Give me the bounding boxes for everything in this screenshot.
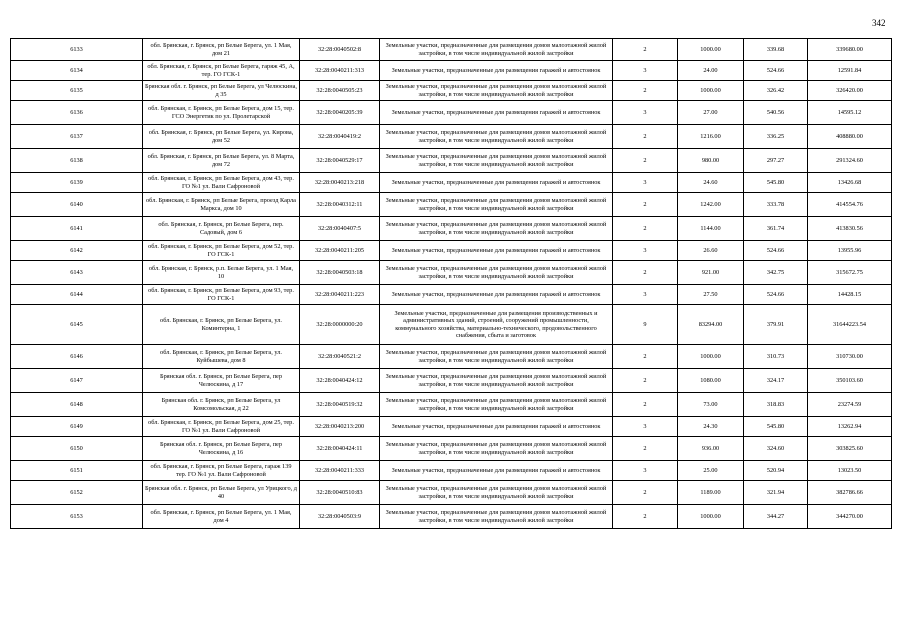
area-cell: 1144.00 — [678, 217, 744, 241]
table-row — [11, 481, 892, 505]
table-row — [11, 125, 892, 149]
row-number-cell: 6139 — [11, 173, 143, 193]
group-number-cell: 2 — [613, 261, 678, 285]
land-purpose-cell: Земельные участки, предназначенные для размещения домов малоэтажной жилой застройки, в том числе индивидуальной жилой застройки — [380, 481, 613, 505]
cadastral-number-cell: 32:28:0040211:223 — [300, 285, 380, 305]
specific-value-cell: 324.17 — [744, 369, 808, 393]
land-purpose-cell: Земельные участки, предназначенные для размещения домов малоэтажной жилой застройки, в том числе индивидуальной жилой застройки — [380, 437, 613, 461]
group-number-cell: 3 — [613, 173, 678, 193]
area-cell: 1000.00 — [678, 345, 744, 369]
row-number-cell: 6143 — [11, 261, 143, 285]
group-number-cell: 3 — [613, 241, 678, 261]
specific-value-cell: 326.42 — [744, 81, 808, 101]
specific-value-cell: 540.56 — [744, 101, 808, 125]
row-number-cell: 6145 — [11, 305, 143, 345]
land-purpose-cell: Земельные участки, предназначенные для размещения гаражей и автостоянок — [380, 173, 613, 193]
group-number-cell: 2 — [613, 125, 678, 149]
address-cell: обл. Брянская, г. Брянск, рп Белые Берега, ул. Коминтерна, 1 — [143, 305, 300, 345]
land-purpose-cell: Земельные участки, предназначенные для размещения домов малоэтажной жилой застройки, в том числе индивидуальной жилой застройки — [380, 81, 613, 101]
area-cell: 25.00 — [678, 461, 744, 481]
cadastral-number-cell: 32:28:0040213:200 — [300, 417, 380, 437]
row-number-cell: 6151 — [11, 461, 143, 481]
group-number-cell: 9 — [613, 305, 678, 345]
group-number-cell: 2 — [613, 505, 678, 529]
cadastral-number-cell: 32:28:0040407:5 — [300, 217, 380, 241]
address-cell: обл. Брянская, г. Брянск, рп Белые Берега, дом 25, тер. ГО №1 ул. Вали Сафроновой — [143, 417, 300, 437]
address-cell: обл. Брянская, г. Брянск, рп Белые Берега, проезд Карла Маркса, дом 10 — [143, 193, 300, 217]
cadastral-value-cell: 350103.60 — [808, 369, 892, 393]
cadastral-value-cell: 14428.15 — [808, 285, 892, 305]
cadastral-value-cell: 344270.00 — [808, 505, 892, 529]
row-number-cell: 6142 — [11, 241, 143, 261]
table-row — [11, 217, 892, 241]
cadastral-value-cell: 13426.68 — [808, 173, 892, 193]
land-purpose-cell: Земельные участки, предназначенные для размещения домов малоэтажной жилой застройки, в том числе индивидуальной жилой застройки — [380, 345, 613, 369]
row-number-cell: 6144 — [11, 285, 143, 305]
area-cell: 83294.00 — [678, 305, 744, 345]
group-number-cell: 3 — [613, 61, 678, 81]
cadastral-value-table — [10, 38, 892, 529]
cadastral-number-cell: 32:28:0040211:205 — [300, 241, 380, 261]
area-cell: 980.00 — [678, 149, 744, 173]
specific-value-cell: 545.80 — [744, 173, 808, 193]
cadastral-value-cell: 315672.75 — [808, 261, 892, 285]
specific-value-cell: 361.74 — [744, 217, 808, 241]
table-row — [11, 505, 892, 529]
row-number-cell: 6153 — [11, 505, 143, 529]
address-cell: Брянская обл. г. Брянск, рп Белые Берега, ул Комсомольская, д 22 — [143, 393, 300, 417]
row-number-cell: 6152 — [11, 481, 143, 505]
cadastral-value-cell: 13955.96 — [808, 241, 892, 261]
row-number-cell: 6137 — [11, 125, 143, 149]
specific-value-cell: 321.94 — [744, 481, 808, 505]
group-number-cell: 2 — [613, 481, 678, 505]
table-row — [11, 241, 892, 261]
address-cell: обл. Брянская, г. Брянск, рп Белые Берега, дом 15, тер. ГСО Энергетик по ул. Пролетарской — [143, 101, 300, 125]
row-number-cell: 6138 — [11, 149, 143, 173]
address-cell: Брянская обл. г. Брянск, рп Белые Берега, ул Урицкого, д 40 — [143, 481, 300, 505]
area-cell: 1000.00 — [678, 81, 744, 101]
row-number-cell: 6133 — [11, 39, 143, 61]
specific-value-cell: 324.60 — [744, 437, 808, 461]
land-purpose-cell: Земельные участки, предназначенные для размещения домов малоэтажной жилой застройки, в том числе индивидуальной жилой застройки — [380, 149, 613, 173]
land-purpose-cell: Земельные участки, предназначенные для размещения домов малоэтажной жилой застройки, в том числе индивидуальной жилой застройки — [380, 393, 613, 417]
group-number-cell: 2 — [613, 193, 678, 217]
land-purpose-cell: Земельные участки, предназначенные для размещения домов малоэтажной жилой застройки, в том числе индивидуальной жилой застройки — [380, 369, 613, 393]
specific-value-cell: 336.25 — [744, 125, 808, 149]
table-row — [11, 285, 892, 305]
table-row — [11, 101, 892, 125]
land-purpose-cell: Земельные участки, предназначенные для размещения домов малоэтажной жилой застройки, в том числе индивидуальной жилой застройки — [380, 261, 613, 285]
area-cell: 1189.00 — [678, 481, 744, 505]
land-purpose-cell: Земельные участки, предназначенные для размещения гаражей и автостоянок — [380, 241, 613, 261]
address-cell: обл. Брянская, г. Брянск, рп Белые Берега, дом 52, тер. ГО ГСК-1 — [143, 241, 300, 261]
land-purpose-cell: Земельные участки, предназначенные для размещения производственных и административных зданий, строений, сооружений промышленности, коммунального хозяйства, материально-технического, продовольственного снабжения, сбыта и заготовок — [380, 305, 613, 345]
row-number-cell: 6146 — [11, 345, 143, 369]
land-purpose-cell: Земельные участки, предназначенные для размещения домов малоэтажной жилой застройки, в том числе индивидуальной жилой застройки — [380, 39, 613, 61]
cadastral-value-cell: 303825.60 — [808, 437, 892, 461]
land-purpose-cell: Земельные участки, предназначенные для размещения домов малоэтажной жилой застройки, в том числе индивидуальной жилой застройки — [380, 125, 613, 149]
table-row — [11, 393, 892, 417]
address-cell: обл. Брянская, г. Брянск, рп Белые Берега, ул. 1 Мая, дом 21 — [143, 39, 300, 61]
specific-value-cell: 545.80 — [744, 417, 808, 437]
cadastral-value-cell: 326420.00 — [808, 81, 892, 101]
area-cell: 24.30 — [678, 417, 744, 437]
row-number-cell: 6148 — [11, 393, 143, 417]
address-cell: обл. Брянская, г. Брянск, рп Белые Берега, ул. Куйбышева, дом 8 — [143, 345, 300, 369]
address-cell: Брянская обл. г. Брянск, рп Белые Берега, ул Челюскина, д 35 — [143, 81, 300, 101]
table-row — [11, 81, 892, 101]
address-cell: обл. Брянская, г. Брянск, р.п. Белые Берега, ул. 1 Мая, 10 — [143, 261, 300, 285]
cadastral-value-cell: 14595.12 — [808, 101, 892, 125]
specific-value-cell: 344.27 — [744, 505, 808, 529]
area-cell: 26.60 — [678, 241, 744, 261]
group-number-cell: 3 — [613, 417, 678, 437]
cadastral-value-cell: 310730.00 — [808, 345, 892, 369]
group-number-cell: 2 — [613, 217, 678, 241]
area-cell: 1216.00 — [678, 125, 744, 149]
group-number-cell: 2 — [613, 39, 678, 61]
address-cell: обл. Брянская, г. Брянск, рп Белые Берега, ул. Кирова, дом 52 — [143, 125, 300, 149]
specific-value-cell: 318.83 — [744, 393, 808, 417]
cadastral-value-cell: 382786.66 — [808, 481, 892, 505]
cadastral-number-cell: 32:28:0040505:23 — [300, 81, 380, 101]
cadastral-number-cell: 32:28:0040521:2 — [300, 345, 380, 369]
table-row — [11, 305, 892, 345]
cadastral-number-cell: 32:28:0040503:18 — [300, 261, 380, 285]
table-row — [11, 369, 892, 393]
cadastral-number-cell: 32:28:0040424:12 — [300, 369, 380, 393]
cadastral-value-cell: 414554.76 — [808, 193, 892, 217]
cadastral-value-cell: 13023.50 — [808, 461, 892, 481]
group-number-cell: 2 — [613, 437, 678, 461]
group-number-cell: 3 — [613, 101, 678, 125]
land-purpose-cell: Земельные участки, предназначенные для размещения гаражей и автостоянок — [380, 61, 613, 81]
specific-value-cell: 333.78 — [744, 193, 808, 217]
specific-value-cell: 524.66 — [744, 61, 808, 81]
address-cell: обл. Брянская, г. Брянск, рп Белые Берега, гаряж 45, А, тер. ГО ГСК-1 — [143, 61, 300, 81]
area-cell: 24.00 — [678, 61, 744, 81]
land-purpose-cell: Земельные участки, предназначенные для размещения домов малоэтажной жилой застройки, в том числе индивидуальной жилой застройки — [380, 193, 613, 217]
cadastral-number-cell: 32:28:0040205:39 — [300, 101, 380, 125]
cadastral-number-cell: 32:28:0040419:2 — [300, 125, 380, 149]
area-cell: 1242.00 — [678, 193, 744, 217]
address-cell: обл. Брянская, г. Брянск, рп Белые Берега, ул. 8 Марта, дом 72 — [143, 149, 300, 173]
table-body — [11, 39, 892, 529]
group-number-cell: 2 — [613, 81, 678, 101]
row-number-cell: 6147 — [11, 369, 143, 393]
cadastral-value-cell: 12591.84 — [808, 61, 892, 81]
row-number-cell: 6140 — [11, 193, 143, 217]
group-number-cell: 3 — [613, 285, 678, 305]
specific-value-cell: 379.91 — [744, 305, 808, 345]
group-number-cell: 3 — [613, 461, 678, 481]
area-cell: 1080.00 — [678, 369, 744, 393]
land-purpose-cell: Земельные участки, предназначенные для размещения гаражей и автостоянок — [380, 417, 613, 437]
specific-value-cell: 297.27 — [744, 149, 808, 173]
row-number-cell: 6150 — [11, 437, 143, 461]
cadastral-number-cell: 32:28:0040503:9 — [300, 505, 380, 529]
cadastral-value-cell: 339680.00 — [808, 39, 892, 61]
specific-value-cell: 310.73 — [744, 345, 808, 369]
table-row — [11, 261, 892, 285]
area-cell: 24.60 — [678, 173, 744, 193]
table-row — [11, 149, 892, 173]
specific-value-cell: 524.66 — [744, 285, 808, 305]
table-row — [11, 461, 892, 481]
specific-value-cell: 342.75 — [744, 261, 808, 285]
cadastral-value-cell: 413830.56 — [808, 217, 892, 241]
cadastral-number-cell: 32:28:0040519:32 — [300, 393, 380, 417]
cadastral-value-cell: 13262.94 — [808, 417, 892, 437]
address-cell: обл. Брянская, г. Брянск, рп Белые Берега, дом 43, тер. ГО №1 ул. Вали Сафроновой — [143, 173, 300, 193]
group-number-cell: 2 — [613, 369, 678, 393]
cadastral-value-cell: 31644223.54 — [808, 305, 892, 345]
address-cell: Брянская обл. г. Брянск, рп Белые Берега, пер Челюскина, д 16 — [143, 437, 300, 461]
address-cell: обл. Брянская, г. Брянск, рп Белые Берега, пер. Садовый, дом 6 — [143, 217, 300, 241]
cadastral-number-cell: 32:28:0040424:11 — [300, 437, 380, 461]
table-row — [11, 39, 892, 61]
specific-value-cell: 524.66 — [744, 241, 808, 261]
cadastral-value-cell: 23274.59 — [808, 393, 892, 417]
table-row — [11, 345, 892, 369]
group-number-cell: 2 — [613, 345, 678, 369]
cadastral-number-cell: 32:28:0040211:333 — [300, 461, 380, 481]
row-number-cell: 6134 — [11, 61, 143, 81]
land-purpose-cell: Земельные участки, предназначенные для размещения домов малоэтажной жилой застройки, в том числе индивидуальной жилой застройки — [380, 505, 613, 529]
table-row — [11, 437, 892, 461]
land-purpose-cell: Земельные участки, предназначенные для размещения домов малоэтажной жилой застройки, в том числе индивидуальной жилой застройки — [380, 217, 613, 241]
land-purpose-cell: Земельные участки, предназначенные для размещения гаражей и автостоянок — [380, 461, 613, 481]
cadastral-number-cell: 32:28:0040510:83 — [300, 481, 380, 505]
address-cell: обл. Брянская, г. Брянск, рп Белые Берега, гараж 139 тер. ГО №1 ул. Вали Сафроновой — [143, 461, 300, 481]
group-number-cell: 2 — [613, 393, 678, 417]
cadastral-number-cell: 32:28:0040502:8 — [300, 39, 380, 61]
area-cell: 936.00 — [678, 437, 744, 461]
cadastral-value-cell: 291324.60 — [808, 149, 892, 173]
row-number-cell: 6135 — [11, 81, 143, 101]
land-purpose-cell: Земельные участки, предназначенные для размещения гаражей и автостоянок — [380, 285, 613, 305]
area-cell: 27.50 — [678, 285, 744, 305]
area-cell: 1000.00 — [678, 505, 744, 529]
cadastral-value-cell: 408880.00 — [808, 125, 892, 149]
area-cell: 1000.00 — [678, 39, 744, 61]
table-row — [11, 417, 892, 437]
cadastral-number-cell: 32:28:0040211:313 — [300, 61, 380, 81]
area-cell: 921.00 — [678, 261, 744, 285]
cadastral-number-cell: 32:28:0040312:11 — [300, 193, 380, 217]
table-row — [11, 173, 892, 193]
address-cell: Брянская обл. г. Брянск, рп Белые Берега, пер Челюскина, д 17 — [143, 369, 300, 393]
area-cell: 27.00 — [678, 101, 744, 125]
area-cell: 73.00 — [678, 393, 744, 417]
table-row — [11, 61, 892, 81]
cadastral-number-cell: 32:28:0040213:218 — [300, 173, 380, 193]
row-number-cell: 6136 — [11, 101, 143, 125]
page-number: 342 — [872, 18, 886, 28]
address-cell: обл. Брянская, г. Брянск, рп Белые Берега, дом 93, тер. ГО ГСК-1 — [143, 285, 300, 305]
land-purpose-cell: Земельные участки, предназначенные для размещения гаражей и автостоянок — [380, 101, 613, 125]
row-number-cell: 6141 — [11, 217, 143, 241]
group-number-cell: 2 — [613, 149, 678, 173]
address-cell: обл. Брянская, г. Брянск, рп Белые Берега, ул. 1 Мая, дом 4 — [143, 505, 300, 529]
specific-value-cell: 339.68 — [744, 39, 808, 61]
row-number-cell: 6149 — [11, 417, 143, 437]
cadastral-number-cell: 32:28:0040529:17 — [300, 149, 380, 173]
cadastral-number-cell: 32:28:0000000:20 — [300, 305, 380, 345]
specific-value-cell: 520.94 — [744, 461, 808, 481]
table-row — [11, 193, 892, 217]
